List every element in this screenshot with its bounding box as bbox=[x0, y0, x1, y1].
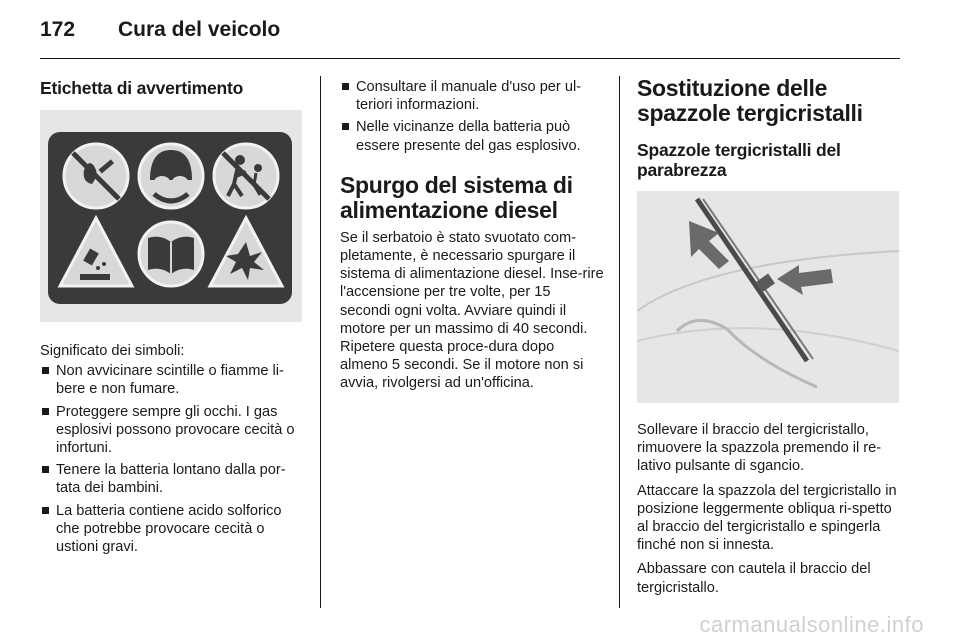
warning-label-image bbox=[40, 110, 302, 322]
column-divider-2 bbox=[619, 76, 620, 608]
wiper-para-2: Attaccare la spazzola del tergicristallo in posizione leggermente obliqua ri-spetto al braccio del tergicristallo e spingerla finché non si innesta. bbox=[637, 482, 897, 554]
no-fire-icon bbox=[64, 144, 128, 208]
column-diesel bbox=[340, 76, 604, 393]
wiper-illustration bbox=[637, 191, 899, 403]
list-item: Tenere la batteria lontano dalla por-tata dei bambini. bbox=[40, 461, 304, 497]
list-item: Nelle vicinanze della batteria può essere presente del gas esplosivo. bbox=[340, 118, 604, 154]
page-number: 172 bbox=[40, 18, 76, 41]
header-rule bbox=[40, 58, 900, 59]
heading-line: Spazzole tergicristalli del bbox=[637, 140, 841, 160]
list-item: La batteria contiene acido solforico che potrebbe provocare cecità o ustioni gravi. bbox=[40, 502, 304, 557]
section-heading-wiper bbox=[637, 76, 902, 126]
subheading-windscreen-wipers bbox=[637, 140, 902, 180]
section-heading-warning-label: Etichetta di avvertimento bbox=[40, 78, 244, 98]
heading-line: spazzole tergicristalli bbox=[637, 100, 863, 126]
eye-protection-icon bbox=[139, 144, 203, 208]
symbols-list-continued bbox=[340, 78, 604, 155]
diesel-body: Se il serbatoio è stato svuotato com-pletamente, è necessario spurgare il sistema di alimentazione diesel. Inse-rire l'accensione per tre volte, per 15 secondi ogni volta. Avviare quindi il motore per un massimo di 40 secondi. Ripetere questa proce-dura dopo almeno 5 secondi. Se il motore non si avvia, rivolgersi ad un'officina. bbox=[340, 229, 604, 392]
arrow-left-icon bbox=[777, 265, 833, 295]
list-item: Consultare il manuale d'uso per ul-teriori informazioni. bbox=[340, 78, 604, 114]
column-warning-label bbox=[40, 76, 304, 560]
read-manual-icon bbox=[139, 222, 203, 286]
wiper-image bbox=[637, 191, 899, 403]
heading-line: Sostituzione delle bbox=[637, 75, 828, 101]
symbols-list bbox=[40, 362, 304, 556]
list-item: Proteggere sempre gli occhi. I gas esplosivi possono provocare cecità o infortuni. bbox=[40, 403, 304, 458]
keep-from-children-icon bbox=[214, 144, 278, 208]
column-wiper bbox=[637, 76, 902, 597]
heading-line: Spurgo del sistema di bbox=[340, 171, 573, 198]
column-divider-1 bbox=[320, 76, 321, 608]
wiper-para-1: Sollevare il braccio del tergicristallo, rimuovere la spazzola premendo il re-lativo pulsante di sgancio. bbox=[637, 422, 882, 475]
section-heading-diesel bbox=[340, 173, 604, 223]
heading-line: alimentazione diesel bbox=[340, 196, 558, 223]
symbols-intro: Significato dei simboli: bbox=[40, 343, 185, 359]
heading-line: parabrezza bbox=[637, 160, 727, 180]
wiper-para-3: Abbassare con cautela il braccio del tergicristallo. bbox=[637, 561, 871, 596]
chapter-title: Cura del veicolo bbox=[118, 18, 281, 41]
watermark: carmanualsonline.info bbox=[699, 612, 924, 637]
list-item: Non avvicinare scintille o fiamme li-bere e non fumare. bbox=[40, 362, 304, 398]
page-header bbox=[40, 18, 280, 48]
warning-label-illustration bbox=[40, 110, 302, 322]
